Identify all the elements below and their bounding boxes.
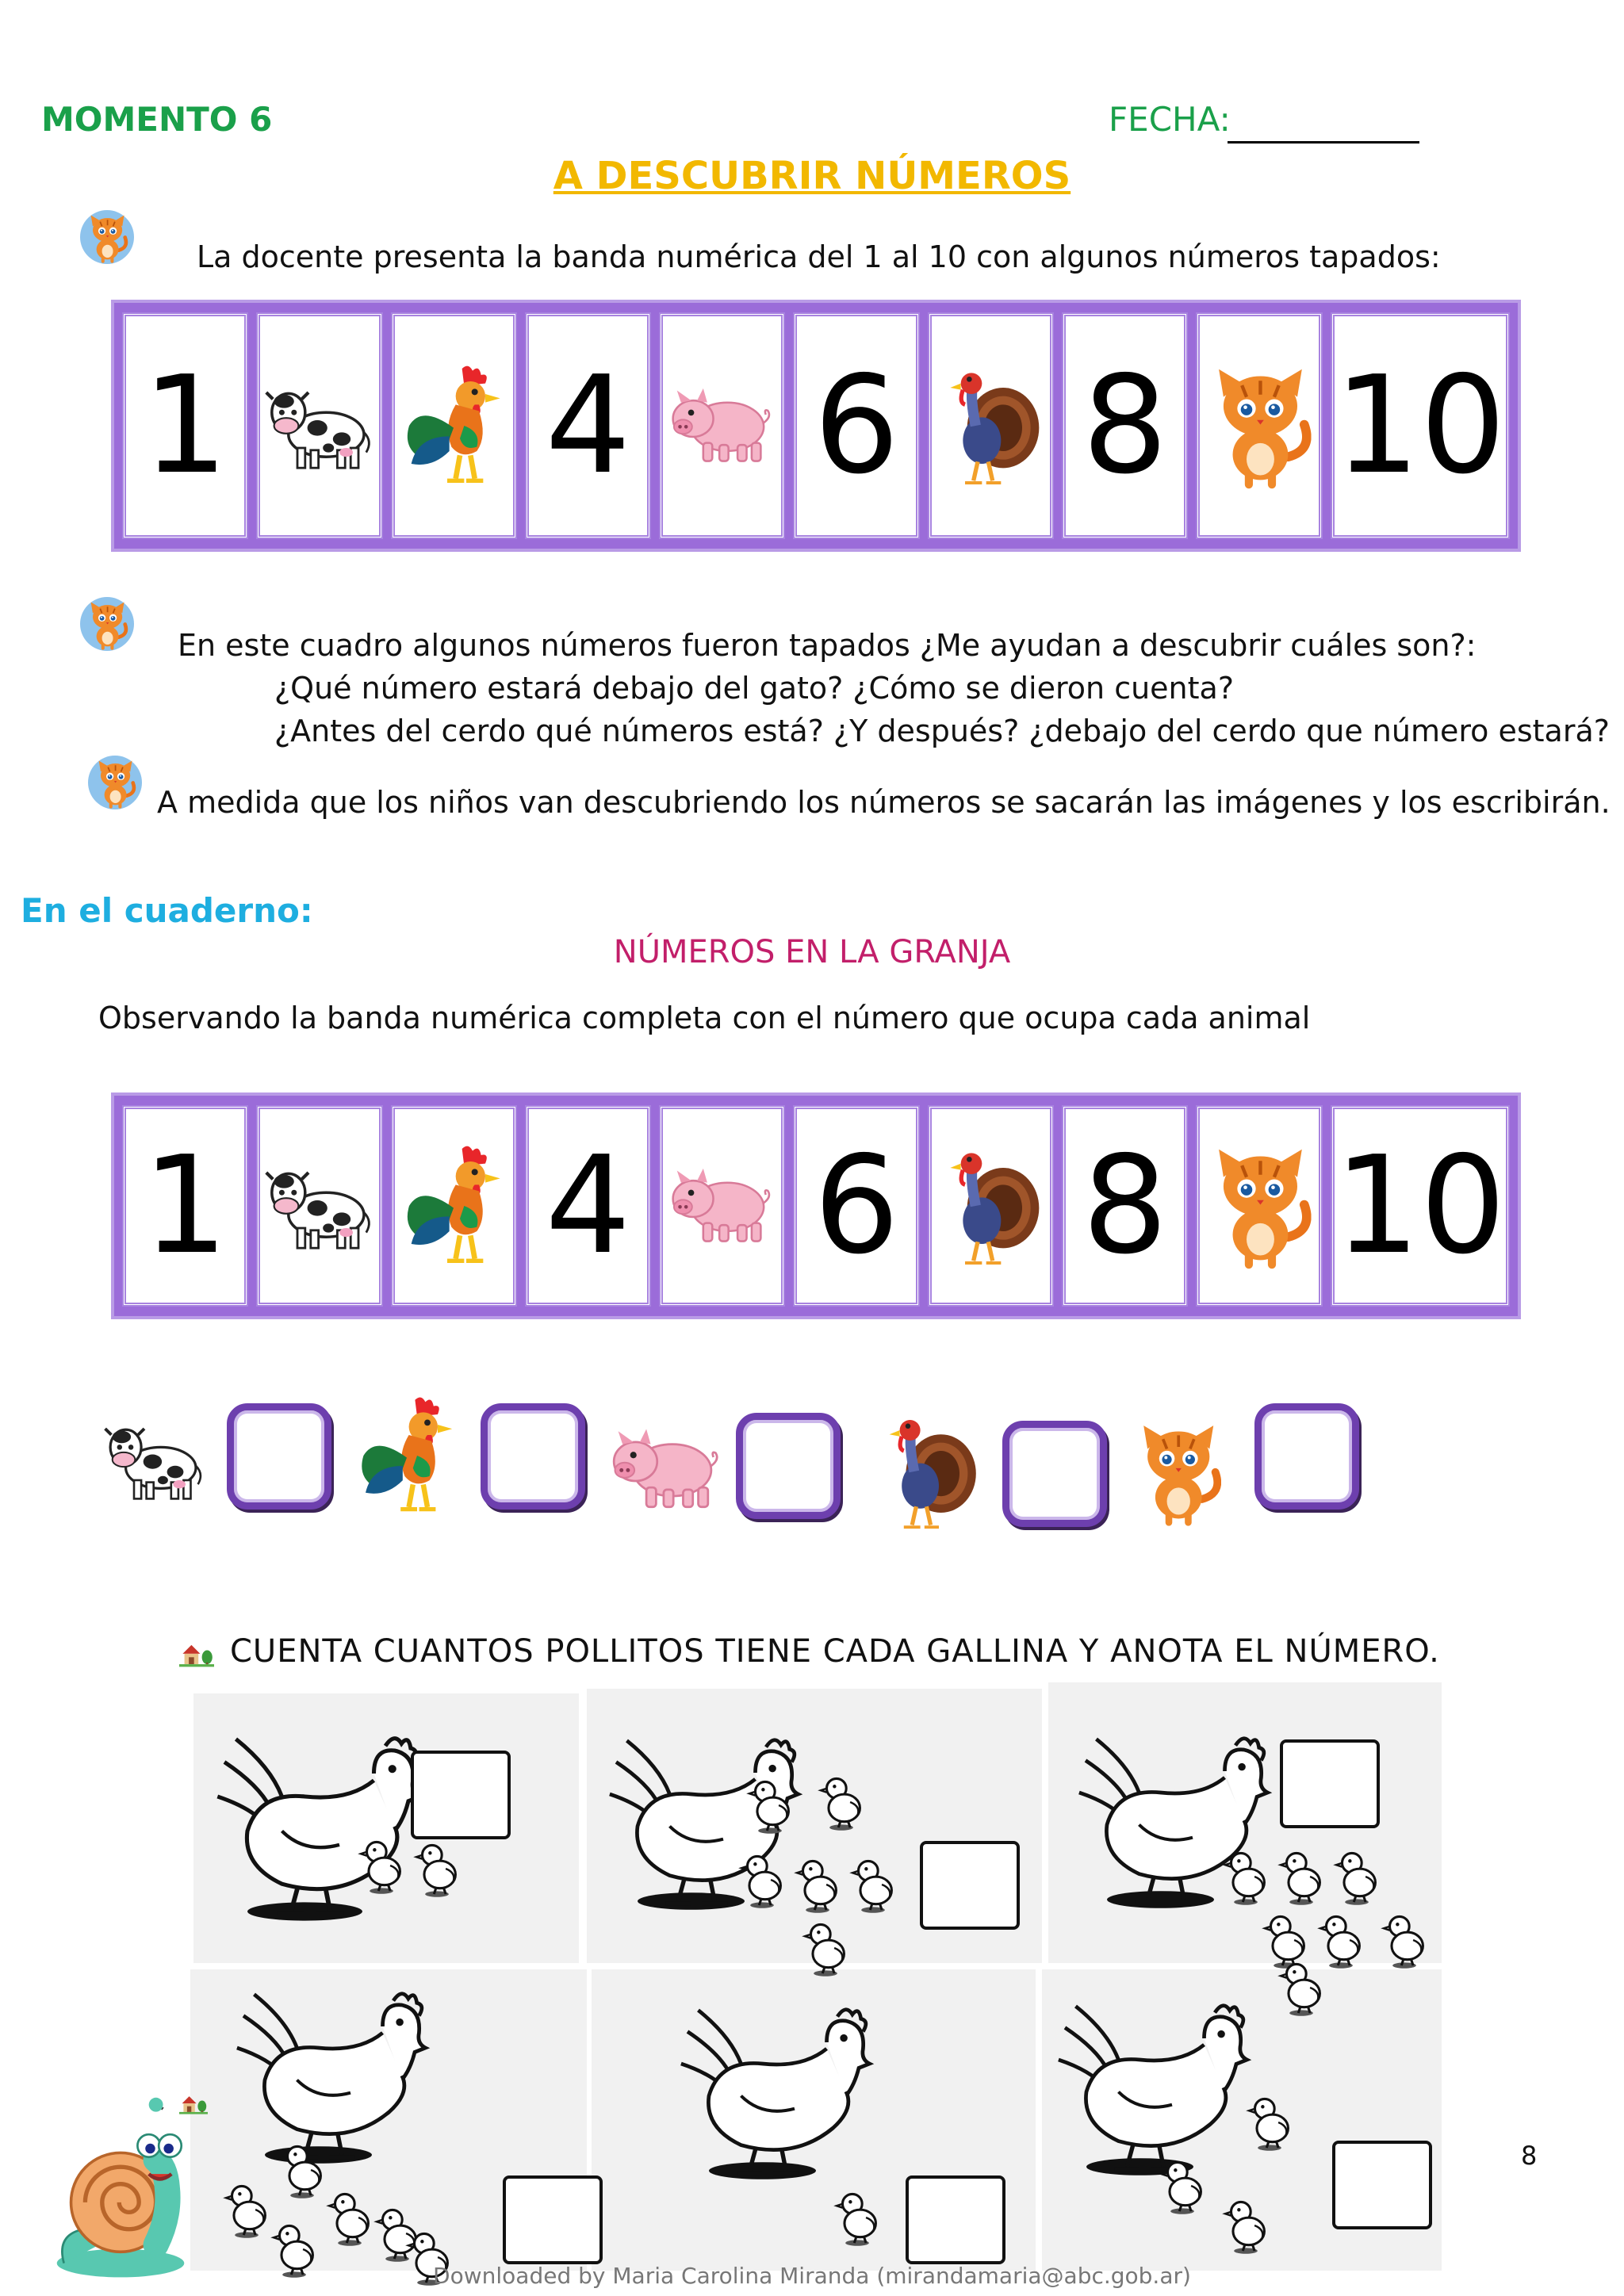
- turkey-answer-box[interactable]: [1002, 1421, 1107, 1527]
- cow-icon: [264, 362, 375, 489]
- notebook-heading: En el cuaderno:: [21, 891, 313, 930]
- band-animal-cell: [256, 312, 382, 539]
- chick-icon: [1277, 1847, 1326, 1906]
- number-band-covered: [111, 300, 1521, 552]
- band-animal-cell: [659, 312, 785, 539]
- farm-icon: [179, 1641, 214, 1668]
- band-animal-cell: [928, 312, 1054, 539]
- band-animal-cell: [391, 1105, 517, 1307]
- band-number-cell: 1: [122, 1105, 248, 1307]
- chick-icon: [1380, 1911, 1429, 1969]
- hen-answer-box-4[interactable]: [503, 2175, 603, 2264]
- snail-mascot-icon: [49, 2096, 192, 2280]
- date-label: FECHA:: [1109, 100, 1231, 139]
- hen-icon: [666, 1974, 880, 2196]
- hen-answer-box-6[interactable]: [1332, 2141, 1432, 2229]
- chick-icon: [1221, 2196, 1270, 2255]
- moment-label: MOMENTO 6: [41, 100, 273, 139]
- chick-icon: [325, 2188, 374, 2247]
- band-number-cell: 6: [793, 1105, 919, 1307]
- notebook-instruction: Observando la banda numérica completa con el número que ocupa cada animal: [98, 1001, 1311, 1035]
- cat-icon: [1204, 1142, 1315, 1269]
- intro-text: La docente presenta la banda numérica del 1 al 10 con algunos números tapados:: [197, 239, 1441, 274]
- cat-icon: [1134, 1419, 1221, 1527]
- cow-answer-box[interactable]: [227, 1403, 331, 1510]
- cat-bullet-icon: [86, 753, 144, 812]
- band-animal-cell: [256, 1105, 382, 1307]
- band-number-cell: 4: [525, 312, 651, 539]
- band-number-cell: 1: [122, 312, 248, 539]
- turkey-icon: [935, 1142, 1046, 1269]
- band-animal-cell: [928, 1105, 1054, 1307]
- date-field-line[interactable]: [1228, 141, 1419, 144]
- band-number-cell: 8: [1062, 1105, 1188, 1307]
- cat-bullet-icon: [78, 208, 136, 266]
- question-item: ¿Antes del cerdo qué números está? ¿Y después? ¿debajo del cerdo que número estará?: [274, 714, 1610, 748]
- chick-icon: [1332, 1847, 1381, 1906]
- chick-icon: [848, 1855, 898, 1914]
- rooster-icon: [398, 362, 509, 489]
- pig-icon: [667, 1142, 778, 1269]
- chick-icon: [1221, 1847, 1270, 1906]
- chick-icon: [357, 1836, 406, 1895]
- cat-icon: [1204, 362, 1315, 489]
- chick-icon: [278, 2141, 327, 2199]
- chick-icon: [801, 1919, 850, 1977]
- hen-answer-box-5[interactable]: [906, 2175, 1005, 2264]
- band-animal-cell: [659, 1105, 785, 1307]
- turkey-icon: [877, 1408, 980, 1535]
- chick-icon: [1245, 2093, 1294, 2152]
- band-number-cell: 10: [1331, 312, 1510, 539]
- chick-icon: [817, 1773, 866, 1831]
- page-number: 8: [1521, 2141, 1538, 2171]
- chick-icon: [833, 2188, 882, 2247]
- closing-text: A medida que los niños van descubriendo los números se sacarán las imágenes y los escribirán.: [157, 785, 1611, 820]
- download-footer: Downloaded by Maria Carolina Miranda (mirandamaria@abc.gob.ar): [433, 2263, 1191, 2289]
- band-number-cell: 4: [525, 1105, 651, 1307]
- chick-icon: [1277, 1958, 1326, 2017]
- chick-icon: [745, 1776, 795, 1835]
- rooster-icon: [398, 1142, 509, 1269]
- number-band-complete: [111, 1093, 1521, 1319]
- hens-instruction: CUENTA CUANTOS POLLITOS TIENE CADA GALLINA Y ANOTA EL NÚMERO.: [230, 1633, 1440, 1670]
- cow-icon: [264, 1142, 375, 1269]
- chick-icon: [737, 1850, 787, 1909]
- page-title: A DESCUBRIR NÚMEROS: [553, 154, 1071, 198]
- band-animal-cell: [1196, 312, 1322, 539]
- band-number-cell: 8: [1062, 312, 1188, 539]
- hen-icon: [222, 1958, 436, 2180]
- chick-icon: [793, 1855, 842, 1914]
- pig-icon: [607, 1419, 726, 1519]
- question-item: ¿Qué número estará debajo del gato? ¿Cómo se dieron cuenta?: [274, 671, 1234, 706]
- band-animal-cell: [391, 312, 517, 539]
- chick-icon: [412, 1839, 462, 1898]
- turkey-icon: [935, 362, 1046, 489]
- hen-answer-box-3[interactable]: [1280, 1739, 1380, 1828]
- rooster-icon: [355, 1386, 458, 1525]
- pig-icon: [667, 362, 778, 489]
- hen-icon: [1044, 1974, 1258, 2188]
- band-number-cell: 10: [1331, 1105, 1510, 1307]
- hen-answer-box-2[interactable]: [920, 1841, 1020, 1930]
- cat-bullet-icon: [78, 595, 136, 653]
- questions-lead: En este cuadro algunos números fueron tapados ¿Me ayudan a descubrir cuáles son?:: [178, 628, 1477, 663]
- band-animal-cell: [1196, 1105, 1322, 1307]
- cat-answer-box[interactable]: [1254, 1403, 1359, 1510]
- band-number-cell: 6: [793, 312, 919, 539]
- farm-subtitle: NÚMEROS EN LA GRANJA: [613, 934, 1011, 970]
- cow-icon: [95, 1408, 214, 1511]
- pig-answer-box[interactable]: [736, 1413, 841, 1519]
- chick-icon: [1158, 2156, 1207, 2215]
- hen-icon: [201, 1705, 431, 1934]
- hen-answer-box-1[interactable]: [411, 1751, 511, 1839]
- chick-icon: [222, 2180, 271, 2239]
- rooster-answer-box[interactable]: [481, 1403, 585, 1510]
